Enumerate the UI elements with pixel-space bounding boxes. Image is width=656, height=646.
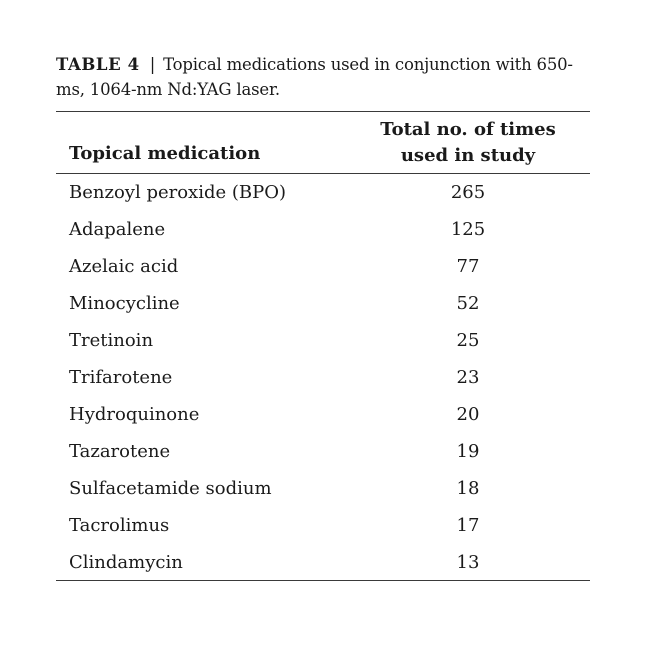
table-row <box>56 248 590 285</box>
table-body <box>56 174 590 581</box>
table-row <box>56 359 590 396</box>
header-topical-medication: Topical medication <box>69 143 261 164</box>
table-row <box>56 322 590 359</box>
table-top-rule <box>56 111 590 112</box>
medication-name: Tazarotene <box>69 441 171 462</box>
table-caption <box>56 52 596 102</box>
medication-name: Tacrolimus <box>69 515 170 536</box>
caption-text: Topical medications used in conjunction with 650-ms, 1064-nm Nd:YAG laser. <box>56 55 573 99</box>
table-row <box>56 544 590 581</box>
table-row <box>56 174 590 211</box>
medication-name: Adapalene <box>69 219 166 240</box>
medication-name: Tretinoin <box>69 330 154 351</box>
medication-name: Sulfacetamide sodium <box>69 478 272 499</box>
medication-name: Benzoyl peroxide (BPO) <box>69 182 287 203</box>
medication-name: Clindamycin <box>69 552 183 573</box>
times-used: 265 <box>450 182 486 203</box>
table-label: TABLE 4 <box>56 55 140 74</box>
times-used: 19 <box>456 441 480 462</box>
header-total-times-used <box>368 117 568 169</box>
times-used: 18 <box>456 478 480 499</box>
times-used: 13 <box>456 552 480 573</box>
times-used: 23 <box>456 367 480 388</box>
medication-name: Azelaic acid <box>69 256 179 277</box>
medication-name: Hydroquinone <box>69 404 200 425</box>
times-used: 25 <box>456 330 480 351</box>
times-used: 125 <box>450 219 486 240</box>
table-bottom-rule <box>56 580 590 581</box>
table-row <box>56 433 590 470</box>
times-used: 77 <box>456 256 480 277</box>
medication-name: Minocycline <box>69 293 180 314</box>
times-used: 52 <box>456 293 480 314</box>
times-used: 20 <box>456 404 480 425</box>
times-used: 17 <box>456 515 480 536</box>
table-row <box>56 285 590 322</box>
table-row <box>56 507 590 544</box>
caption-separator: | <box>149 55 156 74</box>
header-total-line1: Total no. of times <box>380 119 556 140</box>
header-total-line2: used in study <box>400 145 536 166</box>
table-row <box>56 470 590 507</box>
table-row <box>56 211 590 248</box>
medication-name: Trifarotene <box>69 367 173 388</box>
table-row <box>56 396 590 433</box>
